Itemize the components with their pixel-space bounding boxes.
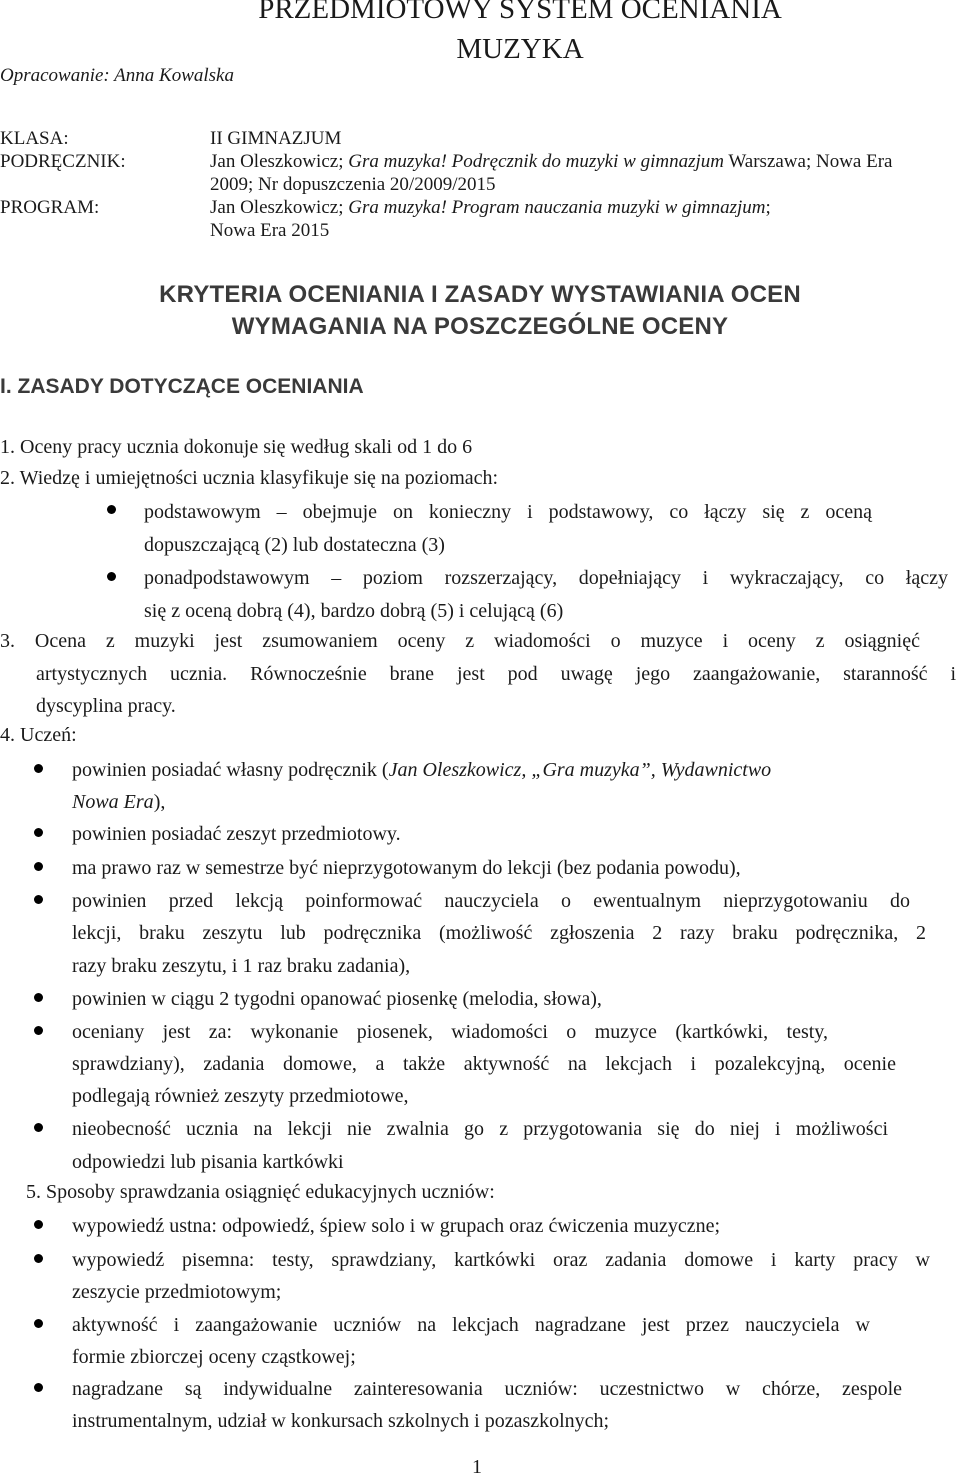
bullet-icon [34,895,43,904]
method-bullet-1: wypowiedź ustna: odpowiedź, śpiew solo i w grupach oraz ćwiczenia muzyczne; [72,1215,721,1237]
podrecznik-value [210,150,950,173]
uczen-bullet-3: ma prawo raz w semestrze być nieprzygotowanym do lekcji (bez podania powodu), [72,857,741,879]
podrecznik-title: Gra muzyka! Podręcznik do muzyki w gimnazjum [348,151,724,172]
uczen-bullet-1-line1 [72,758,771,782]
bullet-icon [34,862,43,871]
program-value-line2: Nowa Era 2015 [210,220,330,241]
level-extended-line2: się z oceną dobrą (4), bardzo dobrą (5) i celującą (6) [144,600,564,622]
method-bullet-3-line1: aktywność i zaangażowanie uczniów na lekcjach nagradzane jest przez nauczyciela w [72,1314,870,1336]
program-author: Jan Oleszkowicz; [210,197,349,218]
bullet-icon [34,1319,43,1328]
bullet-icon [34,1383,43,1392]
program-value [210,196,950,219]
uczen-bullet-7-line2: odpowiedzi lub pisania kartkówki [72,1151,344,1173]
bullet-icon [34,764,43,773]
section-heading: I. ZASADY DOTYCZĄCE OCENIANIA [0,375,364,398]
level-basic-line1: podstawowym – obejmuje on konieczny i podstawowy, co łączy się z oceną [144,501,872,523]
point-3-line3: dyscyplina pracy. [36,695,176,717]
point-3-line1: 3. Ocena z muzyki jest zsumowaniem oceny z wiadomości o muzyce i oceny z osiągnięć [0,630,920,652]
uczen-bullet-2: powinien posiadać zeszyt przedmiotowy. [72,823,401,845]
author-line: Opracowanie: Anna Kowalska [0,65,234,86]
bullet-icon [107,572,116,581]
method-bullet-4-line2: instrumentalnym, udział w konkursach szkolnych i pozaszkolnych; [72,1410,610,1432]
uczen-bullet-7-line1: nieobecność ucznia na lekcji nie zwalnia go z przygotowania się do niej i możliwości [72,1118,888,1140]
podrecznik-author: Jan Oleszkowicz; [210,151,349,172]
uczen-bullet-6-line1: oceniany jest za: wykonanie piosenek, wiadomości o muzyce (kartkówki, testy, [72,1021,828,1043]
uczen-bullet-4-line3: razy braku zeszytu, i 1 raz braku zadania), [72,955,411,977]
point-3-line2: artystycznych ucznia. Równocześnie brane jest pod uwagę jego zaangażowanie, staranność i [36,663,956,685]
point-4: 4. Uczeń: [0,724,77,746]
bullet-icon [34,1026,43,1035]
uczen-bullet-1-text: powinien posiadać własny podręcznik ( [72,759,389,781]
uczen-bullet-6-line3: podlegają również zeszyty przedmiotowe, [72,1085,409,1107]
uczen-bullet-5: powinien w ciągu 2 tygodni opanować piosenkę (melodia, słowa), [72,988,602,1010]
uczen-bullet-4-line1: powinien przed lekcją poinformować nauczyciela o ewentualnym nieprzygotowaniu do [72,890,910,912]
uczen-bullet-1-publisher: Nowa Era [72,791,154,813]
point-2: 2. Wiedzę i umiejętności ucznia klasyfikuje się na poziomach: [0,467,499,489]
method-bullet-3-line2: formie zbiorczej oceny cząstkowej; [72,1346,356,1368]
bullet-icon [107,505,116,514]
method-bullet-2-line1: wypowiedź pisemna: testy, sprawdziany, kartkówki oraz zadania domowe i karty pracy w [72,1249,930,1271]
podrecznik-label: PODRĘCZNIK: [0,151,126,172]
point-5: 5. Sposoby sprawdzania osiągnięć edukacyjnych uczniów: [26,1181,495,1203]
uczen-bullet-1-end: ), [153,791,166,813]
level-extended-line1: ponadpodstawowym – poziom rozszerzający, dopełniający i wykraczający, co łączy [144,567,948,589]
bullet-icon [34,1123,43,1132]
uczen-bullet-6-line2: sprawdziany), zadania domowe, a także aktywność na lekcjach i pozalekcyjną, ocenie [72,1053,896,1075]
method-bullet-2-line2: zeszycie przedmiotowym; [72,1281,282,1303]
uczen-bullet-4-line2: lekcji, braku zeszytu lub podręcznika (możliwość zgłoszenia 2 razy braku podręcznika, 2 [72,922,926,944]
point-1: 1. Oceny pracy ucznia dokonuje się według skali od 1 do 6 [0,436,473,458]
bullet-icon [34,1220,43,1229]
document-subtitle: MUZYKA [456,33,584,65]
program-title: Gra muzyka! Program nauczania muzyki w gimnazjum [348,197,766,218]
document-title: PRZEDMIOTOWY SYSTEM OCENIANIA [258,0,782,25]
klasa-label: KLASA: [0,128,69,149]
podrecznik-publisher: Warszawa; Nowa Era [723,151,893,172]
program-label: PROGRAM: [0,197,100,218]
bullet-icon [34,993,43,1002]
program-punct: ; [765,197,771,218]
criteria-heading: KRYTERIA OCENIANIA I ZASADY WYSTAWIANIA OCEN [159,281,801,308]
bullet-icon [34,828,43,837]
method-bullet-4-line1: nagradzane są indywidualne zainteresowania uczniów: uczestnictwo w chórze, zespole [72,1378,902,1400]
uczen-bullet-1-book: Jan Oleszkowicz, „Gra muzyka”, Wydawnictwo [388,759,772,781]
bullet-icon [34,1254,43,1263]
page-number: 1 [472,1456,482,1478]
requirements-heading: WYMAGANIA NA POSZCZEGÓLNE OCENY [231,313,729,340]
podrecznik-value-line2: 2009; Nr dopuszczenia 20/2009/2015 [210,174,496,195]
uczen-bullet-1-line2 [72,790,165,814]
klasa-value: II GIMNAZJUM [210,128,342,149]
level-basic-line2: dopuszczającą (2) lub dostateczna (3) [144,534,445,556]
